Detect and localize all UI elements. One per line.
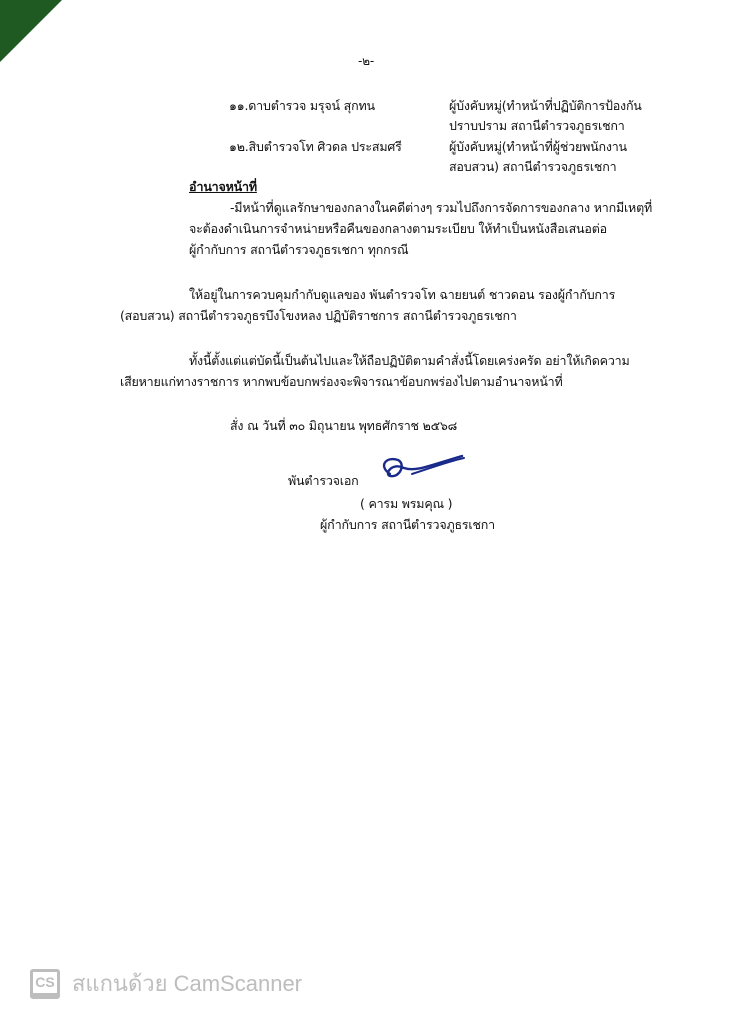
camscanner-logo-icon: CS xyxy=(30,969,60,999)
effective-text: ทั้งนี้ตั้งแต่แต่บัดนี้เป็นต้นไปและให้ถือปฏิบัติตามคำสั่งนี้โดยเคร่งครัด อย่าให้เกิดความ xyxy=(189,353,630,368)
member-name: ๑๒.สิบตำรวจโท ศิวดล ประสมศรี xyxy=(229,139,402,154)
member-role: ผู้บังคับหมู่(ทำหน้าที่ผู้ช่วยพนักงาน xyxy=(449,139,627,154)
duties-heading: อำนาจหน้าที่ xyxy=(189,179,257,194)
duties-text: ผู้กำกับการ สถานีตำรวจภูธรเชกา ทุกกรณี xyxy=(189,242,409,257)
signer-rank: พันตำรวจเอก xyxy=(288,473,359,488)
signature-mark xyxy=(376,452,468,486)
signer-position: ผู้กำกับการ สถานีตำรวจภูธรเชกา xyxy=(320,517,495,532)
watermark-text: สแกนด้วย CamScanner xyxy=(72,971,303,996)
signer-name: ( คารม พรมคุณ ) xyxy=(360,496,453,511)
member-role: ปราบปราม สถานีตำรวจภูธรเชกา xyxy=(449,118,625,133)
camscanner-watermark xyxy=(30,966,302,1001)
order-date: สั่ง ณ วันที่ ๓๐ มิถุนายน พุทธศักราช ๒๕๖๘ xyxy=(230,418,458,433)
supervision-text: ให้อยู่ในการควบคุมกำกับดูแลของ พันตำรวจโท ฉายยนต์ ชาวดอน รองผู้กำกับการ xyxy=(189,287,616,302)
page-number: -๒- xyxy=(358,54,374,68)
member-name: ๑๑.ดาบตำรวจ มรุจน์ สุกทน xyxy=(229,98,375,113)
duties-text: -มีหน้าที่ดูแลรักษาของกลางในคดีต่างๆ รวมไปถึงการจัดการของกลาง หากมีเหตุที่ xyxy=(230,200,653,215)
member-role: สอบสวน) สถานีตำรวจภูธรเชกา xyxy=(449,159,617,174)
duties-text: จะต้องดำเนินการจำหน่ายหรือคืนของกลางตามระเบียบ ให้ทำเป็นหนังสือเสนอต่อ xyxy=(189,221,607,236)
member-role: ผู้บังคับหมู่(ทำหน้าที่ปฏิบัติการป้องกัน xyxy=(449,98,642,113)
background-corner xyxy=(0,0,62,62)
supervision-text: (สอบสวน) สถานีตำรวจภูธรบึงโขงหลง ปฏิบัติราชการ สถานีตำรวจภูธรเชกา xyxy=(120,308,517,323)
effective-text: เสียหายแก่ทางราชการ หากพบข้อบกพร่องจะพิจารณาข้อบกพร่องไปตามอำนาจหน้าที่ xyxy=(120,374,563,389)
